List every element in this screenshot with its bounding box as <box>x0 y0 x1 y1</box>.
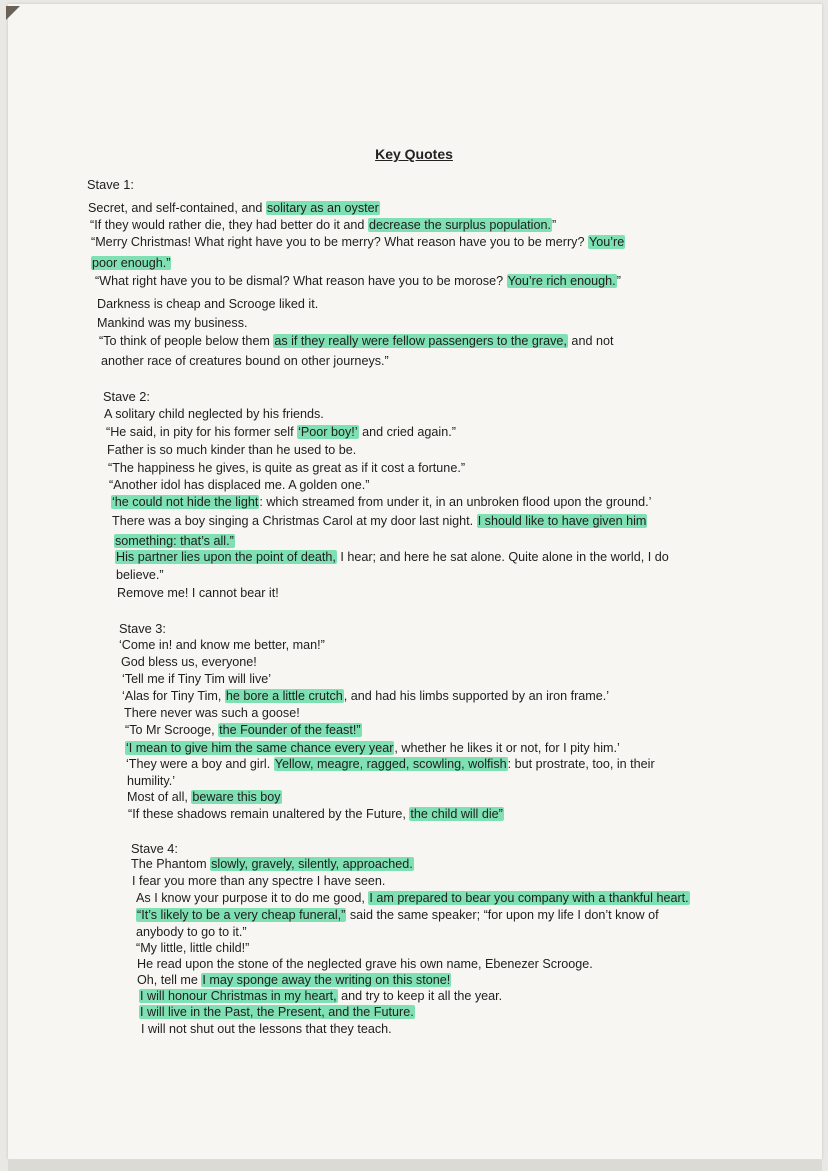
highlighted-text: beware this boy <box>192 790 281 804</box>
quote-line <box>127 789 282 806</box>
highlighted-text: I should like to have given him <box>477 514 647 528</box>
text-segment: , whether he likes it or not, for I pity him.’ <box>394 741 620 755</box>
quote-line <box>139 1004 415 1021</box>
text-segment: ‘Tell me if Tiny Tim will live’ <box>122 672 272 686</box>
quote-line <box>125 722 362 739</box>
quote-line <box>127 773 175 790</box>
highlighted-text: “It’s likely to be a very cheap funeral,” <box>137 908 346 922</box>
text-segment: As I know your purpose it to do me good, <box>136 891 369 905</box>
highlighted-text: You’re rich enough. <box>507 274 616 288</box>
stave-heading <box>131 840 178 857</box>
text-segment: There was a boy singing a Christmas Carol at my door last night. <box>112 514 477 528</box>
text-segment: There never was such a goose! <box>124 706 300 720</box>
quote-line <box>109 477 369 494</box>
text-segment: : but prostrate, too, in their <box>507 757 655 771</box>
text-segment: “What right have you to be dismal? What reason have you to be morose? <box>95 274 507 288</box>
quote-line <box>112 513 647 530</box>
text-segment: I hear; and here he sat alone. Quite alone in the world, I do <box>336 550 669 564</box>
text-segment: Oh, tell me <box>137 973 202 987</box>
quote-line <box>90 217 556 234</box>
quote-line <box>136 940 249 957</box>
quote-line <box>136 907 659 924</box>
highlighted-text: I may sponge away the writing on this stone! <box>202 973 451 987</box>
text-segment: anybody to go to it.” <box>136 925 247 939</box>
quote-line <box>106 424 456 441</box>
stave-heading <box>87 176 134 193</box>
quote-line <box>91 255 171 272</box>
highlighted-text: I am prepared to bear you company with a thankful heart. <box>369 891 689 905</box>
text-segment: Most of all, <box>127 790 192 804</box>
text-segment: humility.’ <box>127 774 176 788</box>
quote-line <box>137 972 451 989</box>
highlighted-text: You’re <box>588 235 625 249</box>
text-segment: A solitary child neglected by his friends. <box>104 407 324 421</box>
highlighted-text: His partner lies upon the point of death, <box>116 550 336 564</box>
text-segment: ‘Alas for Tiny Tim, <box>122 689 225 703</box>
quote-line <box>137 956 593 973</box>
text-segment: and not <box>567 334 614 348</box>
highlighted-text: ‘I mean to give him the same chance every year <box>126 741 394 755</box>
highlighted-text: the Founder of the feast!” <box>219 723 361 737</box>
highlighted-text: I will honour Christmas in my heart, <box>140 989 337 1003</box>
quote-line <box>141 1021 392 1038</box>
quote-line <box>117 585 279 602</box>
quote-line <box>125 740 620 757</box>
text-segment: and try to keep it all the year. <box>337 989 503 1003</box>
text-segment: God bless us, everyone! <box>121 655 257 669</box>
text-segment: I fear you more than any spectre I have seen. <box>132 874 386 888</box>
quote-line <box>101 353 389 370</box>
text-segment: said the same speaker; “for upon my life I don’t know of <box>346 908 659 922</box>
text-segment: Stave 3: <box>119 621 166 636</box>
text-segment: Secret, and self-contained, and <box>88 201 266 215</box>
highlighted-text: the child will die” <box>410 807 503 821</box>
quote-line <box>97 296 318 313</box>
quote-line <box>122 671 271 688</box>
highlighted-text: Yellow, meagre, ragged, scowling, wolfish <box>274 757 507 771</box>
quote-line <box>99 333 613 350</box>
text-segment: Stave 4: <box>131 841 178 856</box>
highlighted-text: he bore a little crutch <box>225 689 343 703</box>
quote-line <box>107 442 356 459</box>
quote-line <box>122 688 609 705</box>
text-segment: “My little, little child!” <box>136 941 250 955</box>
quote-line <box>111 494 651 511</box>
highlighted-text: decrease the surplus population. <box>368 218 551 232</box>
text-segment: “If they would rather die, they had better do it and <box>90 218 368 232</box>
stave-heading <box>103 388 150 405</box>
quote-line <box>91 234 625 251</box>
page-title: Key Quotes <box>375 146 453 162</box>
quote-line <box>114 533 235 550</box>
highlighted-text: slowly, gravely, silently, approached. <box>211 857 413 871</box>
text-segment: “Merry Christmas! What right have you to be merry? What reason have you to be merry? <box>91 235 588 249</box>
text-segment: “He said, in pity for his former self <box>106 425 298 439</box>
text-segment: Remove me! I cannot bear it! <box>117 586 279 600</box>
text-segment: ” <box>551 218 557 232</box>
text-segment: “To Mr Scrooge, <box>125 723 219 737</box>
quote-line <box>131 856 414 873</box>
quote-line <box>136 890 690 907</box>
text-segment: The Phantom <box>131 857 211 871</box>
text-segment: : which streamed from under it, in an unbroken flood upon the ground.’ <box>259 495 652 509</box>
text-segment: “If these shadows remain unaltered by the Future, <box>128 807 410 821</box>
text-segment: Stave 1: <box>87 177 134 192</box>
highlighted-text: I will live in the Past, the Present, and the Future. <box>140 1005 414 1019</box>
text-segment: ‘Come in! and know me better, man!” <box>119 638 325 652</box>
quote-line <box>115 549 669 566</box>
highlighted-text: poor enough.” <box>92 256 171 270</box>
text-segment: , and had his limbs supported by an iron frame.’ <box>343 689 610 703</box>
quote-line <box>104 406 324 423</box>
text-segment: Father is so much kinder than he used to be. <box>107 443 357 457</box>
highlighted-text: ‘Poor boy!’ <box>298 425 358 439</box>
text-segment: Stave 2: <box>103 389 150 404</box>
quote-line <box>97 315 248 332</box>
quote-line <box>128 806 504 823</box>
stave-heading <box>119 620 166 637</box>
text-segment: I will not shut out the lessons that they teach. <box>141 1022 392 1036</box>
quote-line <box>132 873 385 890</box>
highlighted-text: something: that’s all.” <box>115 534 234 548</box>
quote-line <box>116 567 164 584</box>
quote-line <box>124 705 300 722</box>
quote-line <box>121 654 257 671</box>
text-segment: Mankind was my business. <box>97 316 248 330</box>
quote-line <box>119 637 325 654</box>
quote-line <box>136 924 247 941</box>
text-segment: He read upon the stone of the neglected grave his own name, Ebenezer Scrooge. <box>137 957 593 971</box>
highlighted-text: solitary as an oyster <box>266 201 379 215</box>
highlighted-text: ‘he could not hide the light <box>112 495 259 509</box>
text-segment: “Another idol has displaced me. A golden one.” <box>109 478 370 492</box>
text-segment: “The happiness he gives, is quite as great as if it cost a fortune.” <box>108 461 466 475</box>
text-segment: “To think of people below them <box>99 334 274 348</box>
quote-line <box>126 756 655 773</box>
text-segment: ‘They were a boy and girl. <box>126 757 274 771</box>
text-segment: and cried again.” <box>358 425 456 439</box>
text-segment: believe.” <box>116 568 164 582</box>
quote-line <box>88 200 380 217</box>
quote-line <box>139 988 502 1005</box>
text-segment: another race of creatures bound on other journeys.” <box>101 354 389 368</box>
text-segment: Darkness is cheap and Scrooge liked it. <box>97 297 319 311</box>
highlighted-text: as if they really were fellow passengers to the grave, <box>274 334 567 348</box>
text-segment: ” <box>616 274 621 288</box>
quote-line <box>95 273 621 290</box>
quote-line <box>108 460 465 477</box>
